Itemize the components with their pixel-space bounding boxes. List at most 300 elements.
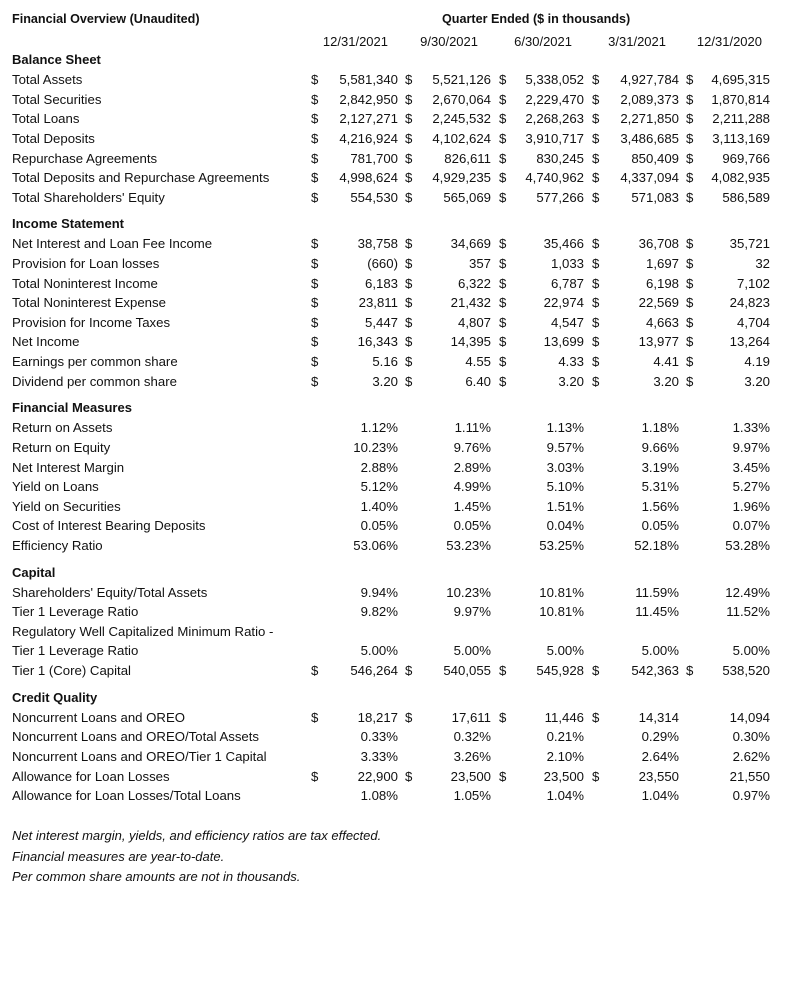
row-label: Net Income [12, 334, 80, 350]
table-row [0, 624, 800, 643]
currency-symbol: $ [592, 130, 600, 146]
cell-value: 850,409 [631, 150, 679, 166]
currency-symbol: $ [311, 130, 319, 146]
currency-symbol: $ [311, 768, 319, 784]
currency-symbol: $ [405, 314, 413, 330]
table-row [0, 374, 800, 393]
currency-symbol: $ [405, 663, 413, 678]
cell-value: 3.19% [641, 459, 679, 475]
currency-symbol: $ [592, 256, 600, 271]
cell-value: 9.82% [360, 604, 398, 620]
currency-symbol: $ [686, 256, 694, 271]
section-title: Credit Quality [12, 689, 98, 705]
row-label: Shareholders' Equity/Total Assets [12, 584, 208, 600]
cell-value: 23,811 [358, 295, 398, 311]
cell-value: 3.33% [360, 748, 398, 764]
table-row [0, 315, 800, 334]
cell-value: 36,708 [638, 236, 679, 252]
cell-value: 0.05% [360, 518, 398, 534]
table-row [0, 131, 800, 150]
currency-symbol: $ [499, 91, 507, 107]
currency-symbol: $ [311, 709, 319, 725]
cell-value: 24,823 [729, 295, 770, 311]
cell-value: 5.00% [360, 643, 398, 659]
column-header: 12/31/2021 [322, 34, 388, 49]
currency-symbol: $ [405, 72, 413, 88]
cell-value: 4,704 [736, 314, 770, 330]
cell-value: 3.45% [732, 459, 770, 475]
table-row [0, 749, 800, 768]
cell-value: 1,870,814 [711, 91, 770, 107]
currency-symbol: $ [592, 236, 600, 252]
currency-symbol: $ [499, 111, 507, 127]
row-label: Noncurrent Loans and OREO/Total Assets [12, 729, 260, 745]
currency-symbol: $ [405, 354, 413, 369]
currency-symbol: $ [311, 663, 319, 678]
currency-symbol: $ [405, 256, 413, 271]
column-header: 6/30/2021 [514, 34, 572, 49]
currency-symbol: $ [686, 170, 694, 186]
cell-value: 13,977 [638, 334, 679, 350]
cell-value: 10.81% [539, 604, 584, 620]
cell-value: 0.05% [641, 518, 679, 534]
cell-value: 23,550 [638, 768, 679, 784]
column-header: 12/31/2020 [696, 34, 762, 49]
cell-value: 2.62% [732, 748, 770, 764]
currency-symbol: $ [592, 373, 600, 389]
table-row [0, 499, 800, 518]
row-label: Total Deposits [12, 130, 95, 146]
currency-symbol: $ [686, 354, 694, 369]
table-row [0, 479, 800, 498]
section-title: Income Statement [12, 216, 124, 232]
cell-value: 21,550 [729, 768, 770, 784]
row-label: Total Deposits and Repurchase Agreements [12, 170, 270, 186]
cell-value: 22,569 [638, 295, 679, 311]
currency-symbol: $ [499, 314, 507, 330]
table-row [0, 151, 800, 170]
cell-value: 4,663 [645, 314, 679, 330]
cell-value: 14,094 [729, 709, 770, 725]
cell-value: 1.04% [546, 788, 584, 804]
currency-symbol: $ [686, 334, 694, 350]
cell-value: 4,547 [550, 314, 584, 330]
cell-value: 4.33 [558, 354, 584, 369]
cell-value: 9.66% [641, 439, 679, 455]
cell-value: 23,500 [543, 768, 584, 784]
currency-symbol: $ [405, 334, 413, 350]
row-label: Allowance for Loan Losses/Total Loans [12, 788, 241, 804]
cell-value: 2,271,850 [620, 111, 679, 127]
footnote: Financial measures are year-to-date. [12, 848, 225, 864]
row-label: Earnings per common share [12, 354, 178, 369]
cell-value: 565,069 [443, 189, 491, 205]
row-label: Provision for Loan losses [12, 256, 160, 271]
cell-value: 1.04% [641, 788, 679, 804]
cell-value: 1.96% [732, 498, 770, 514]
row-label: Yield on Loans [12, 479, 99, 495]
currency-symbol: $ [311, 314, 319, 330]
currency-symbol: $ [686, 91, 694, 107]
currency-symbol: $ [592, 189, 600, 205]
row-label: Return on Assets [12, 420, 113, 436]
cell-value: 2,268,263 [525, 111, 584, 127]
currency-symbol: $ [499, 354, 507, 369]
cell-value: 5,338,052 [525, 72, 584, 88]
cell-value: 7,102 [736, 275, 770, 291]
table-row [0, 354, 800, 373]
cell-value: 4,998,624 [339, 170, 398, 186]
table-row [0, 538, 800, 557]
table-row [0, 710, 800, 729]
cell-value: 34,669 [450, 236, 491, 252]
cell-value: 4.99% [453, 479, 491, 495]
row-label: Total Noninterest Expense [12, 295, 166, 311]
table-row [0, 788, 800, 807]
currency-symbol: $ [686, 275, 694, 291]
cell-value: (660) [367, 256, 398, 271]
cell-value: 1.51% [546, 498, 584, 514]
currency-symbol: $ [592, 72, 600, 88]
cell-value: 5.00% [453, 643, 491, 659]
cell-value: 2,842,950 [339, 91, 398, 107]
table-row [0, 643, 800, 662]
cell-value: 4,337,094 [620, 170, 679, 186]
cell-value: 5,521,126 [432, 72, 491, 88]
cell-value: 5.10% [546, 479, 584, 495]
row-label: Total Securities [12, 91, 102, 107]
cell-value: 14,314 [638, 709, 679, 725]
cell-value: 11,446 [544, 709, 584, 725]
cell-value: 2,245,532 [432, 111, 491, 127]
cell-value: 4,807 [457, 314, 491, 330]
cell-value: 53.25% [539, 537, 584, 553]
cell-value: 18,217 [357, 709, 398, 725]
cell-value: 5.00% [641, 643, 679, 659]
footnote: Net interest margin, yields, and efficiency ratios are tax effected. [12, 828, 382, 843]
cell-value: 0.21% [546, 729, 584, 745]
cell-value: 1.33% [732, 420, 770, 436]
row-label: Dividend per common share [12, 373, 177, 389]
table-row [0, 190, 800, 209]
cell-value: 6,183 [364, 275, 398, 291]
currency-symbol: $ [686, 72, 694, 88]
currency-symbol: $ [592, 663, 600, 678]
cell-value: 830,245 [536, 150, 584, 166]
cell-value: 3.20 [558, 373, 584, 389]
currency-symbol: $ [499, 130, 507, 146]
cell-value: 4,929,235 [432, 170, 491, 186]
cell-value: 6.40 [465, 373, 491, 389]
row-label: Yield on Securities [12, 498, 121, 514]
row-label: Allowance for Loan Losses [12, 768, 170, 784]
cell-value: 2,211,288 [712, 111, 770, 127]
table-row [0, 440, 800, 459]
currency-symbol: $ [311, 189, 319, 205]
currency-symbol: $ [499, 709, 507, 725]
currency-symbol: $ [499, 170, 507, 186]
currency-symbol: $ [405, 295, 413, 311]
cell-value: 0.97% [732, 788, 770, 804]
currency-symbol: $ [499, 256, 507, 271]
currency-symbol: $ [686, 189, 694, 205]
cell-value: 2.89% [453, 459, 491, 475]
row-label: Tier 1 Leverage Ratio [12, 643, 139, 659]
currency-symbol: $ [592, 275, 600, 291]
currency-symbol: $ [405, 373, 413, 389]
cell-value: 357 [468, 256, 491, 271]
cell-value: 5.16 [372, 354, 398, 369]
cell-value: 53.23% [446, 537, 491, 553]
currency-symbol: $ [311, 256, 319, 271]
cell-value: 2.64% [641, 748, 679, 764]
cell-value: 23,500 [450, 768, 491, 784]
cell-value: 10.23% [353, 439, 398, 455]
cell-value: 13,699 [543, 334, 584, 350]
cell-value: 5.27% [732, 479, 770, 495]
cell-value: 2,089,373 [620, 91, 679, 107]
currency-symbol: $ [405, 189, 413, 205]
cell-value: 2,229,470 [525, 91, 584, 107]
cell-value: 12.49% [725, 584, 770, 600]
currency-symbol: $ [311, 150, 319, 166]
report-title: Financial Overview (Unaudited) [12, 12, 200, 26]
cell-value: 9.76% [453, 439, 491, 455]
cell-value: 540,055 [443, 663, 491, 678]
cell-value: 4,740,962 [525, 170, 584, 186]
cell-value: 0.32% [453, 729, 491, 745]
currency-symbol: $ [592, 768, 600, 784]
currency-symbol: $ [499, 334, 507, 350]
cell-value: 9.97% [453, 604, 491, 620]
cell-value: 1.12% [360, 420, 398, 436]
currency-symbol: $ [499, 189, 507, 205]
table-row [0, 236, 800, 255]
currency-symbol: $ [499, 295, 507, 311]
cell-value: 3.20 [372, 373, 398, 389]
cell-value: 9.97% [732, 439, 770, 455]
column-headers [0, 34, 800, 54]
table-row [0, 460, 800, 479]
cell-value: 5,581,340 [339, 72, 398, 88]
cell-value: 1.40% [360, 498, 398, 514]
row-label: Repurchase Agreements [12, 150, 158, 166]
cell-value: 0.30% [732, 729, 770, 745]
row-label: Total Loans [12, 111, 80, 127]
cell-value: 826,611 [444, 150, 491, 166]
cell-value: 3.03% [546, 459, 584, 475]
currency-symbol: $ [686, 150, 694, 166]
cell-value: 11.52% [726, 604, 770, 620]
table-row [0, 585, 800, 604]
footnote: Per common share amounts are not in thousands. [12, 869, 301, 884]
table-row [0, 334, 800, 353]
cell-value: 0.04% [546, 518, 584, 534]
cell-value: 1.11% [454, 420, 491, 436]
cell-value: 4.19 [744, 354, 770, 369]
section-title: Financial Measures [12, 400, 132, 416]
currency-symbol: $ [311, 91, 319, 107]
table-row [0, 92, 800, 111]
cell-value: 6,198 [645, 275, 679, 291]
currency-symbol: $ [311, 373, 319, 389]
currency-symbol: $ [686, 130, 694, 146]
currency-symbol: $ [686, 236, 694, 252]
cell-value: 1.05% [453, 788, 491, 804]
table-row [0, 604, 800, 623]
column-header: 9/30/2021 [420, 34, 478, 49]
cell-value: 16,343 [357, 334, 398, 350]
table-row [0, 663, 800, 682]
currency-symbol: $ [311, 236, 319, 252]
cell-value: 14,395 [450, 334, 491, 350]
cell-value: 1.45% [453, 498, 491, 514]
row-label: Noncurrent Loans and OREO/Tier 1 Capital [12, 748, 267, 764]
row-label: Tier 1 (Core) Capital [12, 663, 131, 678]
currency-symbol: $ [311, 295, 319, 311]
cell-value: 1.18% [641, 420, 679, 436]
row-label: Noncurrent Loans and OREO [12, 709, 185, 725]
cell-value: 35,466 [543, 236, 584, 252]
cell-value: 5.12% [360, 479, 398, 495]
cell-value: 38,758 [357, 236, 398, 252]
currency-symbol: $ [592, 709, 600, 725]
row-label: Tier 1 Leverage Ratio [12, 604, 139, 620]
row-label: Net Interest and Loan Fee Income [12, 236, 213, 252]
currency-symbol: $ [592, 111, 600, 127]
row-label: Net Interest Margin [12, 459, 125, 475]
cell-value: 542,363 [631, 663, 679, 678]
cell-value: 6,787 [550, 275, 584, 291]
currency-symbol: $ [405, 91, 413, 107]
currency-symbol: $ [592, 170, 600, 186]
currency-symbol: $ [311, 275, 319, 291]
currency-symbol: $ [405, 170, 413, 186]
cell-value: 3.26% [453, 748, 491, 764]
cell-value: 586,589 [722, 189, 770, 205]
cell-value: 4,216,924 [339, 130, 398, 146]
cell-value: 546,264 [350, 663, 398, 678]
section-title: Capital [12, 564, 56, 580]
cell-value: 2.10% [546, 748, 584, 764]
row-label: Return on Equity [12, 439, 111, 455]
currency-symbol: $ [499, 236, 507, 252]
cell-value: 4.41 [653, 354, 679, 369]
quarter-header: Quarter Ended ($ in thousands) [442, 12, 631, 26]
cell-value: 2,127,271 [339, 111, 398, 127]
cell-value: 0.33% [360, 729, 398, 745]
cell-value: 781,700 [350, 150, 398, 166]
currency-symbol: $ [311, 334, 319, 350]
cell-value: 11.45% [635, 604, 679, 620]
table-row [0, 729, 800, 748]
currency-symbol: $ [499, 72, 507, 88]
currency-symbol: $ [499, 373, 507, 389]
cell-value: 6,322 [457, 275, 491, 291]
cell-value: 577,266 [536, 189, 584, 205]
currency-symbol: $ [311, 354, 319, 369]
cell-value: 545,928 [536, 663, 584, 678]
currency-symbol: $ [311, 72, 319, 88]
cell-value: 32 [755, 256, 770, 271]
cell-value: 1.56% [641, 498, 679, 514]
currency-symbol: $ [405, 111, 413, 127]
cell-value: 22,900 [357, 768, 398, 784]
cell-value: 1,697 [645, 256, 679, 271]
table-row [0, 518, 800, 537]
table-row [0, 295, 800, 314]
cell-value: 17,611 [451, 709, 491, 725]
cell-value: 4,695,315 [711, 72, 770, 88]
cell-value: 554,530 [350, 189, 398, 205]
cell-value: 4.55 [465, 354, 491, 369]
cell-value: 1,033 [550, 256, 584, 271]
currency-symbol: $ [592, 334, 600, 350]
cell-value: 4,927,784 [620, 72, 679, 88]
row-label: Total Shareholders' Equity [12, 189, 165, 205]
cell-value: 0.29% [641, 729, 679, 745]
row-label: Provision for Income Taxes [12, 314, 171, 330]
row-label: Efficiency Ratio [12, 537, 103, 553]
cell-value: 3.20 [744, 373, 770, 389]
cell-value: 3,486,685 [620, 130, 679, 146]
cell-value: 3,113,169 [712, 130, 770, 146]
cell-value: 13,264 [729, 334, 770, 350]
cell-value: 5.00% [546, 643, 584, 659]
row-label: Total Noninterest Income [12, 275, 158, 291]
cell-value: 5,447 [364, 314, 398, 330]
currency-symbol: $ [686, 373, 694, 389]
currency-symbol: $ [405, 709, 413, 725]
currency-symbol: $ [405, 768, 413, 784]
cell-value: 5.31% [641, 479, 679, 495]
currency-symbol: $ [499, 150, 507, 166]
table-row [0, 256, 800, 275]
cell-value: 11.59% [635, 584, 679, 600]
currency-symbol: $ [405, 150, 413, 166]
cell-value: 22,974 [543, 295, 584, 311]
table-row [0, 72, 800, 91]
column-header: 3/31/2021 [608, 34, 666, 49]
cell-value: 571,083 [631, 189, 679, 205]
row-label: Total Assets [12, 72, 83, 88]
cell-value: 10.23% [446, 584, 491, 600]
currency-symbol: $ [592, 150, 600, 166]
currency-symbol: $ [405, 130, 413, 146]
currency-symbol: $ [592, 91, 600, 107]
cell-value: 4,082,935 [711, 170, 770, 186]
currency-symbol: $ [592, 354, 600, 369]
cell-value: 35,721 [729, 236, 770, 252]
table-row [0, 769, 800, 788]
cell-value: 2.88% [360, 459, 398, 475]
cell-value: 2,670,064 [432, 91, 491, 107]
table-row [0, 111, 800, 130]
cell-value: 969,766 [722, 150, 770, 166]
cell-value: 4,102,624 [432, 130, 491, 146]
cell-value: 53.06% [353, 537, 398, 553]
cell-value: 538,520 [722, 663, 770, 678]
cell-value: 9.57% [546, 439, 584, 455]
footnotes [12, 826, 381, 888]
cell-value: 3,910,717 [525, 130, 584, 146]
cell-value: 52.18% [634, 537, 679, 553]
cell-value: 21,432 [450, 295, 491, 311]
table-row [0, 420, 800, 439]
currency-symbol: $ [405, 236, 413, 252]
currency-symbol: $ [311, 170, 319, 186]
currency-symbol: $ [499, 768, 507, 784]
